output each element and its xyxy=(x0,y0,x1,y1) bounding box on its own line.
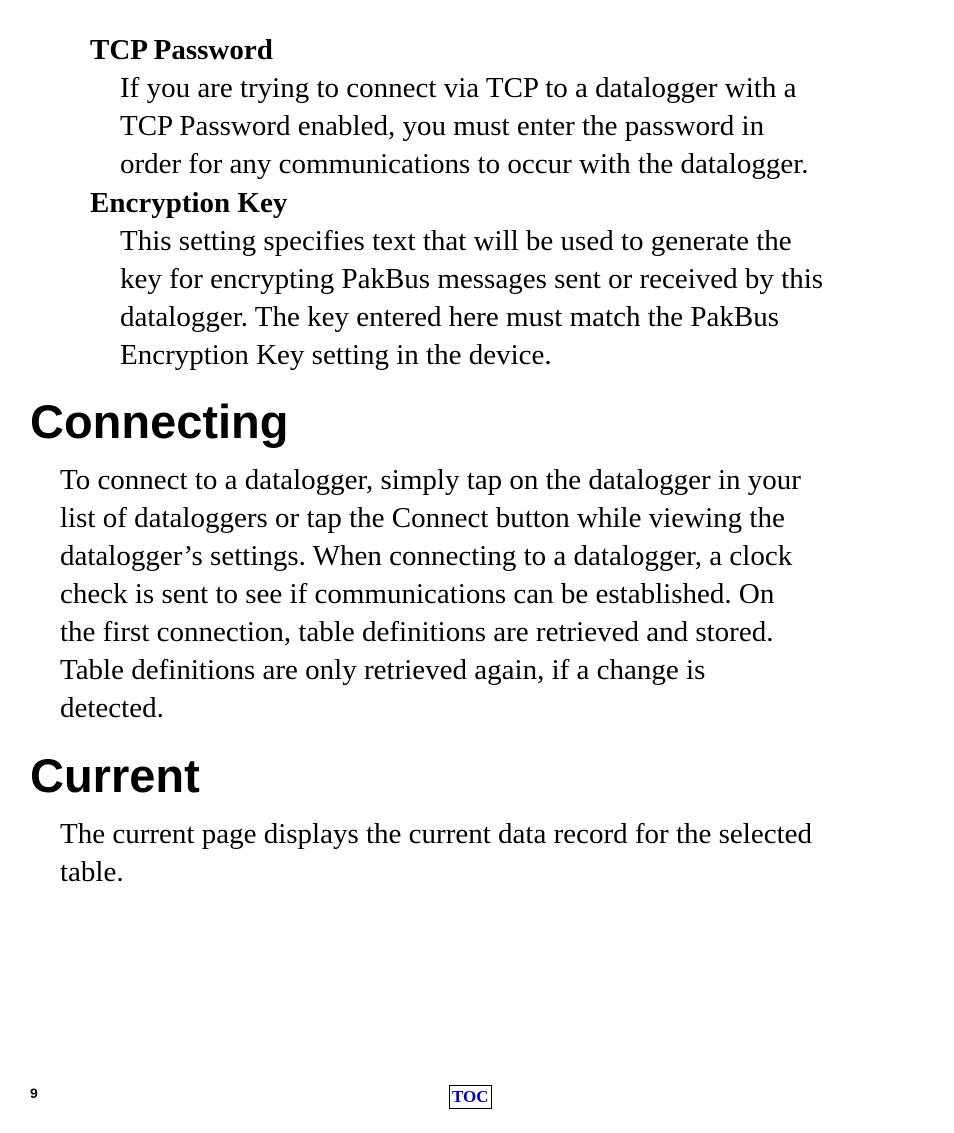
section-heading-connecting: Connecting xyxy=(30,395,289,448)
page-number: 9 xyxy=(30,1085,38,1101)
section-body-current: The current page displays the current data record for the selected table. xyxy=(60,818,813,888)
section-body-connecting: To connect to a datalogger, simply tap on the datalogger in your list of dataloggers or tap the Connect button while viewing the datalogger’s settings. When connecting to a datalogger, a clock check is sent to see if communications can be established. On the first connection, table definitions are retrieved and stored. Table definitions are only retrieved again, if a change is detected. xyxy=(60,464,801,724)
section-heading-current: Current xyxy=(30,749,200,802)
definition-description-tcp-password: If you are trying to connect via TCP to a datalogger with a TCP Password enabled, you must enter the password in order for any communications to occur with the datalogger. xyxy=(120,72,809,180)
definition-term-encryption-key: Encryption Key xyxy=(90,187,288,219)
toc-link[interactable]: TOC xyxy=(449,1085,492,1109)
definition-description-encryption-key: This setting specifies text that will be used to generate the key for encrypting PakBus messages sent or received by this datalogger. The key entered here must match the PakBus Encryption Key setting in the device. xyxy=(120,225,824,371)
definition-term-tcp-password: TCP Password xyxy=(90,34,273,66)
